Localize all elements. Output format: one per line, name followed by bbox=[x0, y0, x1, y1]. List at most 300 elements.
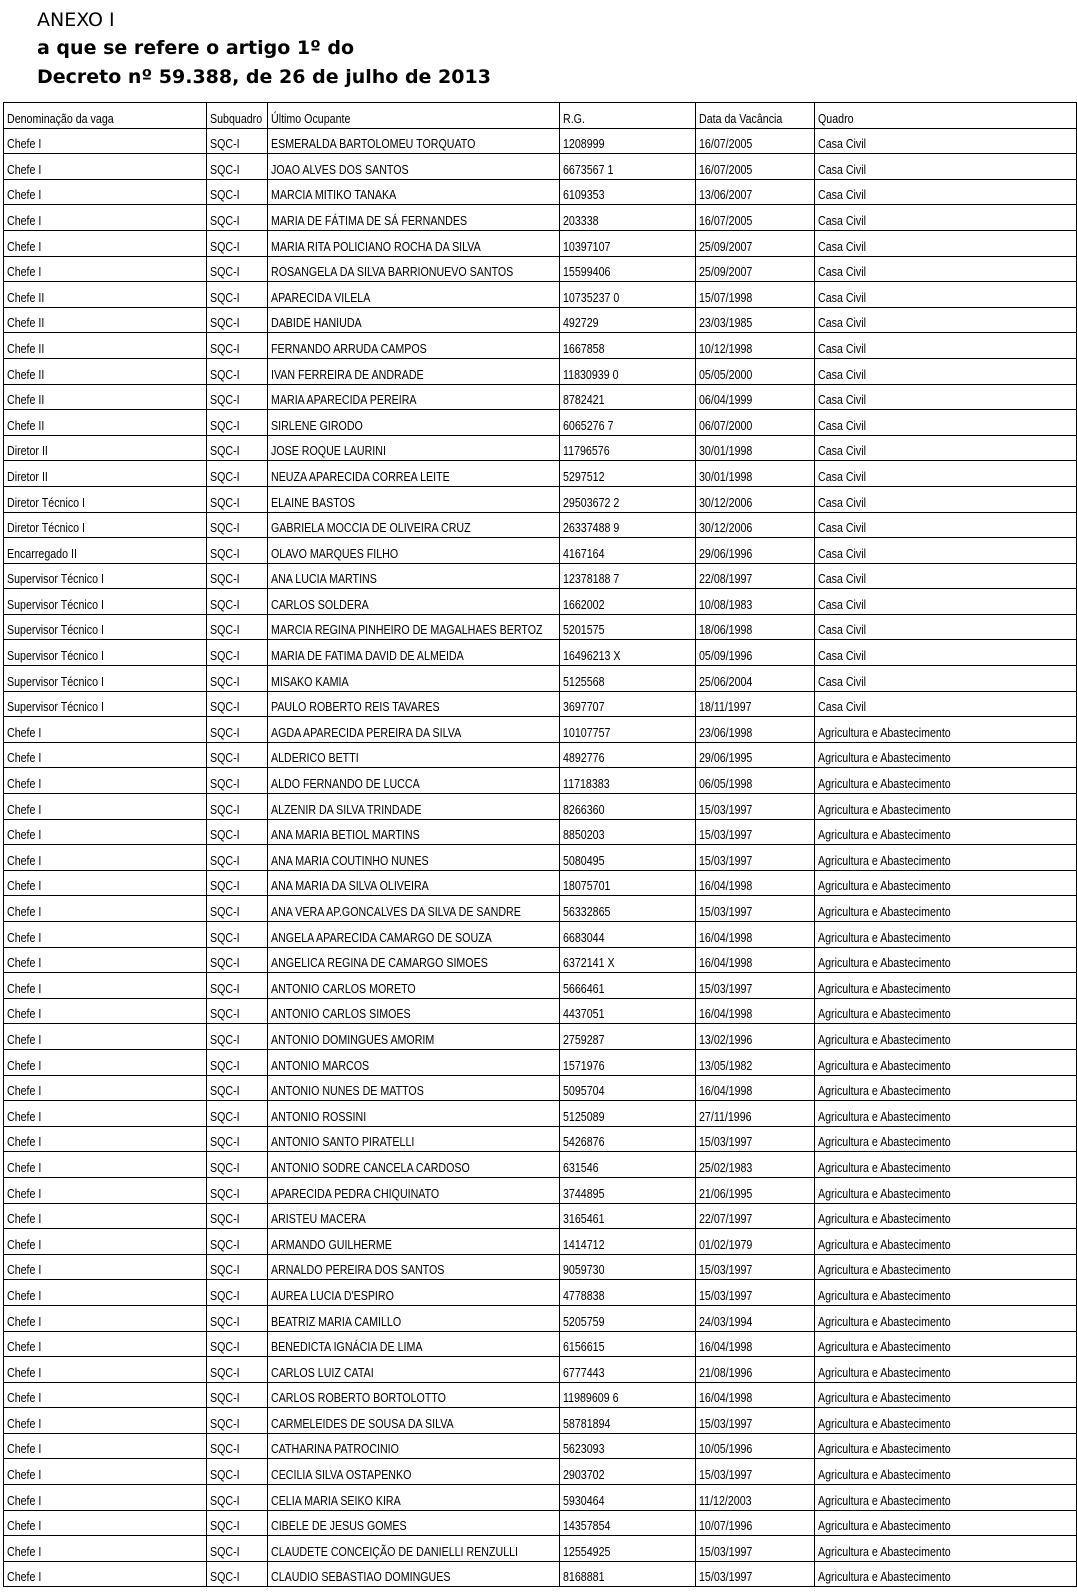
cell-subquadro: SQC-I bbox=[207, 1510, 268, 1536]
cell-ultimo-ocupante: SIRLENE GIRODO bbox=[268, 410, 560, 436]
cell-denominacao: Supervisor Técnico I bbox=[4, 640, 207, 666]
table-row bbox=[4, 1254, 1077, 1280]
cell-data-vacancia: 15/03/1997 bbox=[696, 845, 815, 871]
cell-data-vacancia: 06/05/1998 bbox=[696, 768, 815, 794]
cell-ultimo-ocupante: MARCIA REGINA PINHEIRO DE MAGALHAES BERTOZ bbox=[268, 614, 560, 640]
cell-subquadro: SQC-I bbox=[207, 435, 268, 461]
table-row bbox=[4, 1331, 1077, 1357]
cell-subquadro: SQC-I bbox=[207, 282, 268, 308]
table-row bbox=[4, 947, 1077, 973]
cell-data-vacancia: 30/01/1998 bbox=[696, 435, 815, 461]
cell-ultimo-ocupante: ARNALDO PEREIRA DOS SANTOS bbox=[268, 1254, 560, 1280]
cell-subquadro: SQC-I bbox=[207, 1254, 268, 1280]
cell-rg: 56332865 bbox=[560, 896, 696, 922]
cell-quadro: Casa Civil bbox=[815, 307, 1077, 333]
cell-ultimo-ocupante: PAULO ROBERTO REIS TAVARES bbox=[268, 691, 560, 717]
cell-data-vacancia: 25/02/1983 bbox=[696, 1152, 815, 1178]
cell-data-vacancia: 23/06/1998 bbox=[696, 717, 815, 743]
cell-subquadro: SQC-I bbox=[207, 230, 268, 256]
cell-denominacao: Chefe I bbox=[4, 154, 207, 180]
table-row bbox=[4, 973, 1077, 999]
cell-denominacao: Chefe I bbox=[4, 128, 207, 154]
cell-data-vacancia: 30/12/2006 bbox=[696, 512, 815, 538]
cell-subquadro: SQC-I bbox=[207, 1075, 268, 1101]
cell-rg: 8850203 bbox=[560, 819, 696, 845]
cell-data-vacancia: 13/06/2007 bbox=[696, 179, 815, 205]
cell-quadro: Agricultura e Abastecimento bbox=[815, 1203, 1077, 1229]
cell-rg: 11718383 bbox=[560, 768, 696, 794]
cell-ultimo-ocupante: DABIDE HANIUDA bbox=[268, 307, 560, 333]
cell-denominacao: Chefe I bbox=[4, 717, 207, 743]
cell-subquadro: SQC-I bbox=[207, 1101, 268, 1127]
cell-ultimo-ocupante: MARIA DE FATIMA DAVID DE ALMEIDA bbox=[268, 640, 560, 666]
column-header-subquadro: Subquadro bbox=[207, 103, 268, 129]
cell-quadro: Agricultura e Abastecimento bbox=[815, 1510, 1077, 1536]
cell-denominacao: Chefe I bbox=[4, 1203, 207, 1229]
cell-quadro: Casa Civil bbox=[815, 256, 1077, 282]
column-header-rg: R.G. bbox=[560, 103, 696, 129]
cell-denominacao: Chefe I bbox=[4, 845, 207, 871]
cell-subquadro: SQC-I bbox=[207, 768, 268, 794]
cell-quadro: Casa Civil bbox=[815, 461, 1077, 487]
cell-rg: 12554925 bbox=[560, 1536, 696, 1562]
cell-subquadro: SQC-I bbox=[207, 1433, 268, 1459]
cell-denominacao: Chefe I bbox=[4, 230, 207, 256]
cell-ultimo-ocupante: ANTONIO SODRE CANCELA CARDOSO bbox=[268, 1152, 560, 1178]
cell-subquadro: SQC-I bbox=[207, 1152, 268, 1178]
table-row bbox=[4, 282, 1077, 308]
cell-quadro: Agricultura e Abastecimento bbox=[815, 1280, 1077, 1306]
table-row bbox=[4, 691, 1077, 717]
cell-ultimo-ocupante: ANA VERA AP.GONCALVES DA SILVA DE SANDRE bbox=[268, 896, 560, 922]
table-row bbox=[4, 819, 1077, 845]
cell-rg: 6673567 1 bbox=[560, 154, 696, 180]
cell-quadro: Casa Civil bbox=[815, 179, 1077, 205]
cell-denominacao: Chefe I bbox=[4, 819, 207, 845]
table-row bbox=[4, 998, 1077, 1024]
cell-data-vacancia: 16/07/2005 bbox=[696, 205, 815, 231]
cell-denominacao: Chefe I bbox=[4, 1049, 207, 1075]
table-row bbox=[4, 1433, 1077, 1459]
cell-rg: 6065276 7 bbox=[560, 410, 696, 436]
cell-data-vacancia: 13/02/1996 bbox=[696, 1024, 815, 1050]
table-row bbox=[4, 538, 1077, 564]
cell-ultimo-ocupante: IVAN FERREIRA DE ANDRADE bbox=[268, 358, 560, 384]
cell-data-vacancia: 29/06/1996 bbox=[696, 538, 815, 564]
cell-rg: 5930464 bbox=[560, 1485, 696, 1511]
cell-quadro: Casa Civil bbox=[815, 435, 1077, 461]
cell-data-vacancia: 10/08/1983 bbox=[696, 589, 815, 615]
cell-quadro: Casa Civil bbox=[815, 538, 1077, 564]
cell-denominacao: Chefe II bbox=[4, 307, 207, 333]
cell-subquadro: SQC-I bbox=[207, 410, 268, 436]
cell-rg: 2903702 bbox=[560, 1459, 696, 1485]
cell-quadro: Agricultura e Abastecimento bbox=[815, 870, 1077, 896]
cell-data-vacancia: 13/05/1982 bbox=[696, 1049, 815, 1075]
cell-quadro: Agricultura e Abastecimento bbox=[815, 1408, 1077, 1434]
table-row bbox=[4, 1049, 1077, 1075]
table-row bbox=[4, 1357, 1077, 1383]
cell-ultimo-ocupante: ANTONIO DOMINGUES AMORIM bbox=[268, 1024, 560, 1050]
cell-data-vacancia: 24/03/1994 bbox=[696, 1305, 815, 1331]
table-row bbox=[4, 486, 1077, 512]
cell-denominacao: Chefe I bbox=[4, 1024, 207, 1050]
cell-data-vacancia: 15/03/1997 bbox=[696, 1280, 815, 1306]
cell-denominacao: Diretor Técnico I bbox=[4, 512, 207, 538]
cell-subquadro: SQC-I bbox=[207, 1229, 268, 1255]
cell-quadro: Casa Civil bbox=[815, 666, 1077, 692]
table-row bbox=[4, 1203, 1077, 1229]
cell-data-vacancia: 22/07/1997 bbox=[696, 1203, 815, 1229]
cell-ultimo-ocupante: ROSANGELA DA SILVA BARRIONUEVO SANTOS bbox=[268, 256, 560, 282]
table-row bbox=[4, 589, 1077, 615]
cell-rg: 1571976 bbox=[560, 1049, 696, 1075]
cell-ultimo-ocupante: ANA LUCIA MARTINS bbox=[268, 563, 560, 589]
cell-quadro: Agricultura e Abastecimento bbox=[815, 1049, 1077, 1075]
table-row bbox=[4, 1382, 1077, 1408]
cell-data-vacancia: 16/04/1998 bbox=[696, 1331, 815, 1357]
cell-rg: 4167164 bbox=[560, 538, 696, 564]
cell-data-vacancia: 15/03/1997 bbox=[696, 1254, 815, 1280]
cell-rg: 16496213 X bbox=[560, 640, 696, 666]
cell-data-vacancia: 29/06/1995 bbox=[696, 742, 815, 768]
cell-subquadro: SQC-I bbox=[207, 666, 268, 692]
cell-quadro: Casa Civil bbox=[815, 691, 1077, 717]
cell-denominacao: Chefe I bbox=[4, 947, 207, 973]
cell-denominacao: Chefe II bbox=[4, 333, 207, 359]
cell-ultimo-ocupante: AUREA LUCIA D'ESPIRO bbox=[268, 1280, 560, 1306]
cell-subquadro: SQC-I bbox=[207, 1485, 268, 1511]
cell-data-vacancia: 21/08/1996 bbox=[696, 1357, 815, 1383]
cell-subquadro: SQC-I bbox=[207, 691, 268, 717]
cell-subquadro: SQC-I bbox=[207, 1049, 268, 1075]
cell-quadro: Casa Civil bbox=[815, 614, 1077, 640]
cell-denominacao: Chefe I bbox=[4, 870, 207, 896]
annex-title: ANEXO I bbox=[37, 9, 115, 31]
cell-quadro: Agricultura e Abastecimento bbox=[815, 1561, 1077, 1587]
cell-data-vacancia: 05/05/2000 bbox=[696, 358, 815, 384]
cell-quadro: Agricultura e Abastecimento bbox=[815, 1152, 1077, 1178]
table-row bbox=[4, 1177, 1077, 1203]
cell-subquadro: SQC-I bbox=[207, 1536, 268, 1562]
cell-rg: 11830939 0 bbox=[560, 358, 696, 384]
cell-denominacao: Chefe I bbox=[4, 179, 207, 205]
cell-ultimo-ocupante: CIBELE DE JESUS GOMES bbox=[268, 1510, 560, 1536]
cell-data-vacancia: 30/12/2006 bbox=[696, 486, 815, 512]
cell-rg: 5297512 bbox=[560, 461, 696, 487]
cell-rg: 1414712 bbox=[560, 1229, 696, 1255]
cell-data-vacancia: 06/04/1999 bbox=[696, 384, 815, 410]
cell-quadro: Agricultura e Abastecimento bbox=[815, 1126, 1077, 1152]
table-row bbox=[4, 1229, 1077, 1255]
cell-rg: 8782421 bbox=[560, 384, 696, 410]
cell-subquadro: SQC-I bbox=[207, 154, 268, 180]
cell-subquadro: SQC-I bbox=[207, 1561, 268, 1587]
cell-ultimo-ocupante: ANA MARIA BETIOL MARTINS bbox=[268, 819, 560, 845]
cell-quadro: Casa Civil bbox=[815, 384, 1077, 410]
cell-rg: 492729 bbox=[560, 307, 696, 333]
cell-quadro: Casa Civil bbox=[815, 282, 1077, 308]
cell-rg: 3744895 bbox=[560, 1177, 696, 1203]
cell-ultimo-ocupante: CARLOS ROBERTO BORTOLOTTO bbox=[268, 1382, 560, 1408]
cell-data-vacancia: 16/04/1998 bbox=[696, 947, 815, 973]
cell-subquadro: SQC-I bbox=[207, 947, 268, 973]
table-row bbox=[4, 307, 1077, 333]
cell-data-vacancia: 15/03/1997 bbox=[696, 819, 815, 845]
table-row bbox=[4, 128, 1077, 154]
cell-data-vacancia: 10/05/1996 bbox=[696, 1433, 815, 1459]
decree-reference-line: Decreto nº 59.388, de 26 de julho de 2013 bbox=[37, 66, 491, 88]
cell-denominacao: Diretor Técnico I bbox=[4, 486, 207, 512]
table-row bbox=[4, 1101, 1077, 1127]
cell-denominacao: Chefe I bbox=[4, 1485, 207, 1511]
cell-quadro: Agricultura e Abastecimento bbox=[815, 717, 1077, 743]
cell-ultimo-ocupante: AGDA APARECIDA PEREIRA DA SILVA bbox=[268, 717, 560, 743]
cell-data-vacancia: 16/04/1998 bbox=[696, 998, 815, 1024]
cell-quadro: Agricultura e Abastecimento bbox=[815, 1459, 1077, 1485]
cell-ultimo-ocupante: ESMERALDA BARTOLOMEU TORQUATO bbox=[268, 128, 560, 154]
cell-rg: 12378188 7 bbox=[560, 563, 696, 589]
cell-denominacao: Encarregado II bbox=[4, 538, 207, 564]
cell-quadro: Agricultura e Abastecimento bbox=[815, 1536, 1077, 1562]
cell-denominacao: Chefe I bbox=[4, 998, 207, 1024]
table-row bbox=[4, 512, 1077, 538]
cell-quadro: Casa Civil bbox=[815, 512, 1077, 538]
cell-rg: 10735237 0 bbox=[560, 282, 696, 308]
cell-denominacao: Chefe I bbox=[4, 256, 207, 282]
cell-rg: 1667858 bbox=[560, 333, 696, 359]
vacancy-table bbox=[3, 102, 1077, 1587]
cell-data-vacancia: 16/04/1998 bbox=[696, 1382, 815, 1408]
cell-data-vacancia: 21/06/1995 bbox=[696, 1177, 815, 1203]
table-row bbox=[4, 1075, 1077, 1101]
cell-subquadro: SQC-I bbox=[207, 1408, 268, 1434]
cell-subquadro: SQC-I bbox=[207, 640, 268, 666]
cell-ultimo-ocupante: ARISTEU MACERA bbox=[268, 1203, 560, 1229]
cell-rg: 10107757 bbox=[560, 717, 696, 743]
cell-denominacao: Diretor II bbox=[4, 435, 207, 461]
cell-data-vacancia: 15/03/1997 bbox=[696, 1561, 815, 1587]
cell-ultimo-ocupante: CLAUDETE CONCEIÇÃO DE DANIELLI RENZULLI bbox=[268, 1536, 560, 1562]
cell-rg: 6683044 bbox=[560, 922, 696, 948]
cell-denominacao: Chefe I bbox=[4, 1459, 207, 1485]
cell-denominacao: Chefe II bbox=[4, 384, 207, 410]
cell-subquadro: SQC-I bbox=[207, 1203, 268, 1229]
cell-data-vacancia: 05/09/1996 bbox=[696, 640, 815, 666]
cell-quadro: Agricultura e Abastecimento bbox=[815, 819, 1077, 845]
cell-subquadro: SQC-I bbox=[207, 358, 268, 384]
cell-data-vacancia: 25/09/2007 bbox=[696, 256, 815, 282]
cell-data-vacancia: 10/07/1996 bbox=[696, 1510, 815, 1536]
cell-subquadro: SQC-I bbox=[207, 486, 268, 512]
cell-denominacao: Chefe I bbox=[4, 1510, 207, 1536]
table-row bbox=[4, 1305, 1077, 1331]
cell-denominacao: Chefe I bbox=[4, 1305, 207, 1331]
table-row bbox=[4, 922, 1077, 948]
cell-quadro: Agricultura e Abastecimento bbox=[815, 1101, 1077, 1127]
cell-subquadro: SQC-I bbox=[207, 179, 268, 205]
cell-quadro: Agricultura e Abastecimento bbox=[815, 742, 1077, 768]
cell-ultimo-ocupante: ELAINE BASTOS bbox=[268, 486, 560, 512]
cell-denominacao: Chefe I bbox=[4, 205, 207, 231]
cell-denominacao: Chefe I bbox=[4, 1101, 207, 1127]
cell-denominacao: Supervisor Técnico I bbox=[4, 589, 207, 615]
cell-subquadro: SQC-I bbox=[207, 1357, 268, 1383]
cell-denominacao: Chefe I bbox=[4, 1152, 207, 1178]
cell-subquadro: SQC-I bbox=[207, 922, 268, 948]
table-row bbox=[4, 1459, 1077, 1485]
cell-quadro: Agricultura e Abastecimento bbox=[815, 1254, 1077, 1280]
cell-quadro: Casa Civil bbox=[815, 230, 1077, 256]
cell-subquadro: SQC-I bbox=[207, 614, 268, 640]
cell-rg: 5201575 bbox=[560, 614, 696, 640]
table-row bbox=[4, 896, 1077, 922]
cell-rg: 5205759 bbox=[560, 1305, 696, 1331]
cell-data-vacancia: 16/04/1998 bbox=[696, 922, 815, 948]
cell-ultimo-ocupante: ANA MARIA COUTINHO NUNES bbox=[268, 845, 560, 871]
table-row bbox=[4, 1152, 1077, 1178]
cell-data-vacancia: 16/04/1998 bbox=[696, 1075, 815, 1101]
column-header-data-vacancia: Data da Vacância bbox=[696, 103, 815, 129]
cell-rg: 4892776 bbox=[560, 742, 696, 768]
cell-denominacao: Chefe II bbox=[4, 358, 207, 384]
cell-rg: 6156615 bbox=[560, 1331, 696, 1357]
cell-subquadro: SQC-I bbox=[207, 819, 268, 845]
cell-ultimo-ocupante: ANTONIO SANTO PIRATELLI bbox=[268, 1126, 560, 1152]
table-row bbox=[4, 384, 1077, 410]
cell-data-vacancia: 15/07/1998 bbox=[696, 282, 815, 308]
cell-ultimo-ocupante: FERNANDO ARRUDA CAMPOS bbox=[268, 333, 560, 359]
cell-denominacao: Chefe I bbox=[4, 896, 207, 922]
cell-subquadro: SQC-I bbox=[207, 717, 268, 743]
cell-quadro: Agricultura e Abastecimento bbox=[815, 922, 1077, 948]
cell-quadro: Agricultura e Abastecimento bbox=[815, 1357, 1077, 1383]
cell-data-vacancia: 23/03/1985 bbox=[696, 307, 815, 333]
cell-quadro: Agricultura e Abastecimento bbox=[815, 947, 1077, 973]
cell-rg: 3697707 bbox=[560, 691, 696, 717]
cell-data-vacancia: 25/09/2007 bbox=[696, 230, 815, 256]
cell-denominacao: Chefe I bbox=[4, 768, 207, 794]
cell-data-vacancia: 15/03/1997 bbox=[696, 1126, 815, 1152]
cell-data-vacancia: 11/12/2003 bbox=[696, 1485, 815, 1511]
cell-denominacao: Chefe I bbox=[4, 1280, 207, 1306]
table-row bbox=[4, 563, 1077, 589]
cell-denominacao: Supervisor Técnico I bbox=[4, 614, 207, 640]
cell-subquadro: SQC-I bbox=[207, 845, 268, 871]
cell-quadro: Agricultura e Abastecimento bbox=[815, 1229, 1077, 1255]
cell-subquadro: SQC-I bbox=[207, 896, 268, 922]
cell-denominacao: Chefe II bbox=[4, 282, 207, 308]
cell-quadro: Casa Civil bbox=[815, 154, 1077, 180]
cell-data-vacancia: 15/03/1997 bbox=[696, 1536, 815, 1562]
cell-rg: 6372141 X bbox=[560, 947, 696, 973]
table-body bbox=[4, 128, 1077, 1587]
cell-data-vacancia: 16/04/1998 bbox=[696, 870, 815, 896]
cell-rg: 6109353 bbox=[560, 179, 696, 205]
cell-quadro: Agricultura e Abastecimento bbox=[815, 896, 1077, 922]
cell-subquadro: SQC-I bbox=[207, 538, 268, 564]
cell-rg: 203338 bbox=[560, 205, 696, 231]
table-row bbox=[4, 1408, 1077, 1434]
cell-subquadro: SQC-I bbox=[207, 128, 268, 154]
cell-quadro: Agricultura e Abastecimento bbox=[815, 1382, 1077, 1408]
cell-rg: 18075701 bbox=[560, 870, 696, 896]
cell-ultimo-ocupante: BENEDICTA IGNÁCIA DE LIMA bbox=[268, 1331, 560, 1357]
column-header-quadro: Quadro bbox=[815, 103, 1077, 129]
cell-ultimo-ocupante: APARECIDA PEDRA CHIQUINATO bbox=[268, 1177, 560, 1203]
document-header bbox=[37, 6, 491, 92]
cell-quadro: Casa Civil bbox=[815, 589, 1077, 615]
cell-subquadro: SQC-I bbox=[207, 1177, 268, 1203]
cell-rg: 10397107 bbox=[560, 230, 696, 256]
cell-rg: 1208999 bbox=[560, 128, 696, 154]
cell-ultimo-ocupante: GABRIELA MOCCIA DE OLIVEIRA CRUZ bbox=[268, 512, 560, 538]
table-row bbox=[4, 614, 1077, 640]
cell-ultimo-ocupante: MARIA DE FÁTIMA DE SÁ FERNANDES bbox=[268, 205, 560, 231]
cell-ultimo-ocupante: ANTONIO CARLOS MORETO bbox=[268, 973, 560, 999]
cell-subquadro: SQC-I bbox=[207, 512, 268, 538]
cell-rg: 8168881 bbox=[560, 1561, 696, 1587]
cell-denominacao: Chefe I bbox=[4, 1357, 207, 1383]
cell-rg: 9059730 bbox=[560, 1254, 696, 1280]
cell-denominacao: Chefe I bbox=[4, 1433, 207, 1459]
table-row bbox=[4, 205, 1077, 231]
cell-quadro: Agricultura e Abastecimento bbox=[815, 1485, 1077, 1511]
table-row bbox=[4, 410, 1077, 436]
cell-ultimo-ocupante: APARECIDA VILELA bbox=[268, 282, 560, 308]
cell-data-vacancia: 27/11/1996 bbox=[696, 1101, 815, 1127]
cell-denominacao: Chefe I bbox=[4, 794, 207, 820]
cell-ultimo-ocupante: MISAKO KAMIA bbox=[268, 666, 560, 692]
table-row bbox=[4, 333, 1077, 359]
cell-ultimo-ocupante: ANGELA APARECIDA CAMARGO DE SOUZA bbox=[268, 922, 560, 948]
cell-denominacao: Chefe I bbox=[4, 1408, 207, 1434]
cell-rg: 11989609 6 bbox=[560, 1382, 696, 1408]
cell-denominacao: Chefe I bbox=[4, 973, 207, 999]
cell-subquadro: SQC-I bbox=[207, 461, 268, 487]
cell-quadro: Agricultura e Abastecimento bbox=[815, 1433, 1077, 1459]
cell-ultimo-ocupante: CLAUDIO SEBASTIAO DOMINGUES bbox=[268, 1561, 560, 1587]
cell-denominacao: Chefe I bbox=[4, 1177, 207, 1203]
cell-rg: 15599406 bbox=[560, 256, 696, 282]
cell-rg: 5623093 bbox=[560, 1433, 696, 1459]
cell-subquadro: SQC-I bbox=[207, 589, 268, 615]
cell-ultimo-ocupante: ANGELICA REGINA DE CAMARGO SIMOES bbox=[268, 947, 560, 973]
cell-denominacao: Chefe I bbox=[4, 922, 207, 948]
cell-quadro: Casa Civil bbox=[815, 640, 1077, 666]
cell-subquadro: SQC-I bbox=[207, 1305, 268, 1331]
cell-rg: 5125089 bbox=[560, 1101, 696, 1127]
cell-denominacao: Chefe I bbox=[4, 1075, 207, 1101]
cell-rg: 29503672 2 bbox=[560, 486, 696, 512]
cell-ultimo-ocupante: CATHARINA PATROCINIO bbox=[268, 1433, 560, 1459]
cell-rg: 2759287 bbox=[560, 1024, 696, 1050]
cell-subquadro: SQC-I bbox=[207, 742, 268, 768]
table-row bbox=[4, 230, 1077, 256]
cell-data-vacancia: 25/06/2004 bbox=[696, 666, 815, 692]
cell-rg: 3165461 bbox=[560, 1203, 696, 1229]
cell-data-vacancia: 10/12/1998 bbox=[696, 333, 815, 359]
cell-subquadro: SQC-I bbox=[207, 256, 268, 282]
cell-quadro: Casa Civil bbox=[815, 486, 1077, 512]
cell-data-vacancia: 15/03/1997 bbox=[696, 794, 815, 820]
cell-subquadro: SQC-I bbox=[207, 973, 268, 999]
cell-data-vacancia: 15/03/1997 bbox=[696, 1408, 815, 1434]
table-row bbox=[4, 179, 1077, 205]
table-row bbox=[4, 358, 1077, 384]
annex-reference-line: a que se refere o artigo 1º do bbox=[37, 37, 355, 59]
cell-denominacao: Chefe I bbox=[4, 1536, 207, 1562]
